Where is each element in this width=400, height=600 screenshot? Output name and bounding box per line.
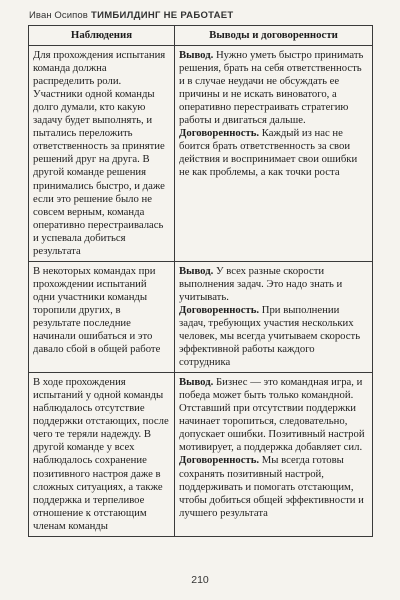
observation-cell: Для прохождения испытания команда должна распределить роли. Участники одной команды долго думали, кто какую задачу будет выполнять, и пытались переложить ответственность за принятие решений друг на друга. В другой команде решения принимались быстро, и даже если это решение было не совсем верным, команда оперативно перестраивалась и успевала добиться результата (29, 46, 175, 262)
agreement-paragraph (179, 454, 368, 519)
table-row (29, 261, 373, 372)
conclusion-cell (175, 261, 373, 372)
observations-table (28, 25, 373, 537)
column-header-observations: Наблюдения (29, 26, 175, 46)
observation-cell: В некоторых командах при прохождении испытаний одни участники команды торопили других, в результате последние начинали ошибаться и это давало сбой в общей работе (29, 261, 175, 372)
conclusion-text: У всех разные скорости выполнения задач. Это надо знать и учитывать. (179, 264, 343, 303)
observation-cell: В ходе прохождения испытаний у одной команды наблюдалось отсутствие поддержки отстающих, после чего те теряли надежду. В другой команде у всех наблюдалось сохранение позитивного настроя даже в сложных ситуациях, а также поддержка и терпеливое отношение к отстающим членам команды (29, 373, 175, 537)
author-name: Иван Осипов (29, 10, 88, 21)
conclusion-cell (175, 46, 373, 262)
conclusion-paragraph (179, 265, 368, 304)
agreement-label: Договоренность. (179, 127, 260, 140)
agreement-label: Договоренность. (179, 303, 260, 316)
conclusion-paragraph (179, 376, 368, 454)
conclusion-cell (175, 373, 373, 537)
conclusion-text: Бизнес — это командная игра, и победа может быть только командной. Отставший при отсутствии поддержки начинает торопиться, следовательно, допускает ошибки. Позитивный настрой мотивирует, а поддержка добавляет сил. (179, 376, 365, 454)
agreement-paragraph (179, 304, 368, 369)
agreement-text: Каждый из нас не боится брать ответственность за свои действия и воспринимает свои ошибки не как проблемы, а как точки роста (179, 127, 358, 179)
agreement-paragraph (179, 127, 368, 179)
conclusion-text: Нужно уметь быстро принимать решения, брать на себя ответственность и в случае неудачи не обсуждать ее причины и не искать виноватого, а оперативно перестраивать стратегию работы и двигаться дальше. (179, 49, 364, 127)
agreement-text: При выполнении задач, требующих участия нескольких человек, мы всегда учитываем скорость эффективной работы каждого сотрудника (179, 303, 361, 369)
conclusion-label: Вывод. (179, 264, 214, 277)
conclusion-label: Вывод. (179, 49, 214, 62)
running-head (29, 10, 234, 21)
table-header-row (29, 26, 373, 46)
conclusion-paragraph (179, 49, 368, 127)
table-row (29, 46, 373, 262)
page-number: 210 (191, 574, 209, 586)
column-header-conclusions: Выводы и договоренности (175, 26, 373, 46)
table-row (29, 373, 373, 537)
conclusion-label: Вывод. (179, 376, 214, 389)
book-title: ТИМБИЛДИНГ НЕ РАБОТАЕТ (90, 10, 234, 21)
agreement-label: Договоренность. (179, 454, 260, 467)
agreement-text: Мы всегда готовы сохранять позитивный настрой, поддерживать и помогать отстающим, чтобы добиться общей эффективности и лучшего результата (179, 454, 364, 519)
